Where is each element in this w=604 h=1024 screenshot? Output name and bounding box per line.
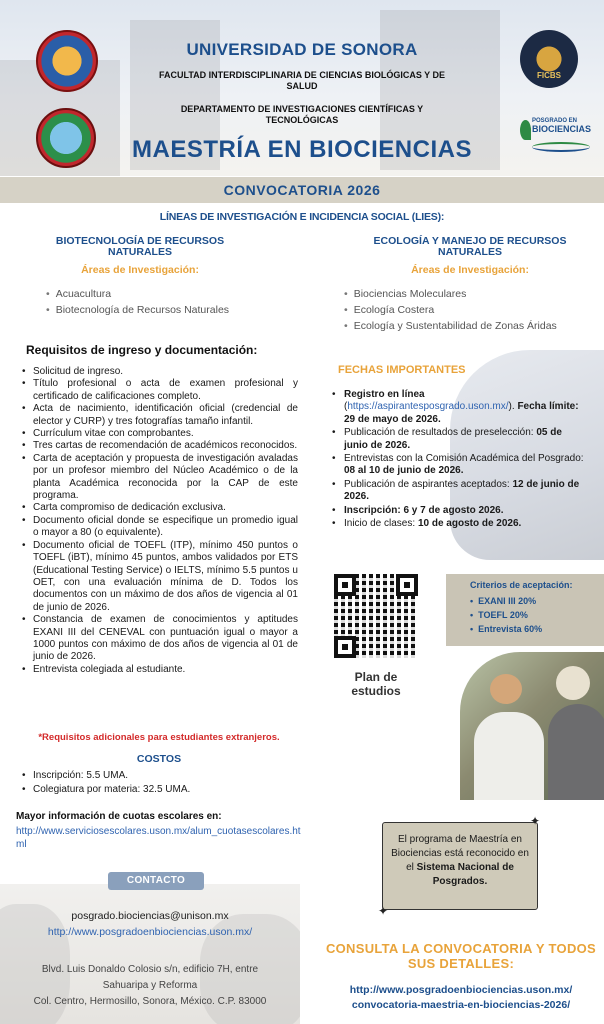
list-item: • Documento oficial de TOEFL (ITP), mínimo 450 puntos o TOEFL (iBT), mínimo 45 puntos, ambos validados por ETS (Educational Testing Service) o IELTS, mínimo 5.5 puntos u OET, con una evaluación mínima de D. Todos los documentos con un máximo de dos años de vigencia al 01 de junio de 2026. (20, 540, 298, 614)
list-item: • Ecología Costera (344, 302, 557, 318)
program-title: MAESTRÍA EN BIOCIENCIAS (132, 136, 472, 163)
qr-finder-top-left (334, 574, 356, 596)
convocatoria-link[interactable] (318, 983, 604, 1013)
sparkle-icon: ✦ (378, 904, 389, 918)
convocatoria-link-line-1[interactable]: http://www.posgradoenbiociencias.uson.mx/ (349, 984, 573, 996)
department-name: DEPARTAMENTO DE INVESTIGACIONES CIENTÍFICAS Y TECNOLÓGICAS (180, 104, 424, 125)
right-areas-list (344, 286, 557, 334)
left-areas-subtitle: Áreas de Investigación: (81, 264, 199, 276)
list-item: • Currículum vitae con comprobantes. (20, 428, 298, 440)
fees-info-link[interactable]: http://www.serviciosescolares.uson.mx/alum_cuotasescolares.html (16, 826, 301, 850)
entrevistas-text: Entrevistas con la Comisión Académica del Posgrado: (344, 453, 584, 465)
inicio-date: 10 de agosto de 2026. (417, 518, 522, 530)
registro-date: Fecha límite: 29 de mayo de 2026. (344, 401, 579, 425)
list-item: • Documento oficial donde se especifique un promedio igual o mayor a 80 (o equivalente). (20, 515, 298, 540)
qr-finder-top-right (396, 574, 418, 596)
address-line-3: Col. Centro, Hermosillo, Sonora, México. C.P. 83000 (33, 996, 267, 1007)
entrevistas-date: 08 al 10 de junio de 2026. (344, 465, 464, 477)
left-areas-list (46, 286, 229, 318)
snp-bold: Sistema Nacional de Posgrados. (416, 862, 514, 887)
list-item: • Carta compromiso de dedicación exclusiva. (20, 502, 298, 514)
snp-recognition-box (382, 822, 538, 910)
prelim-date: 05 de junio de 2026. (344, 427, 562, 451)
field-researchers-photo (460, 652, 604, 800)
important-dates-title: FECHAS IMPORTANTES (338, 364, 466, 376)
convocatoria-link-line-2[interactable]: convocatoria-maestria-en-biociencias-2026/ (351, 999, 571, 1011)
aceptados-date: 12 de junio de 2026. (344, 478, 580, 503)
convocatoria-band (0, 177, 604, 203)
requirements-list (20, 366, 298, 676)
list-item (330, 453, 586, 478)
fees-info-title: Mayor información de cuotas escolares en: (16, 811, 222, 822)
aceptados-text: Publicación de aspirantes aceptados: (344, 478, 513, 490)
criterios-title: Criterios de aceptación: (470, 580, 573, 590)
inicio-text: Inicio de clases: (344, 518, 418, 530)
list-item: • Acta de nacimiento, identificación oficial (credencial de elector y CURP) y tres fotografías tamaño infantil. (20, 403, 298, 428)
list-item (330, 505, 586, 517)
requirements-title: Requisitos de ingreso y documentación: (26, 343, 258, 357)
prelim-text: Publicación de resultados de preselección: (344, 427, 537, 439)
list-item: • Biotecnología de Recursos Naturales (46, 302, 229, 318)
contact-email[interactable]: posgrado.biociencias@unison.mx (71, 910, 229, 922)
list-item: • EXANI III 20% (470, 594, 542, 608)
consulta-title: CONSULTA LA CONVOCATORIA Y TODOS SUS DETALLES: (325, 941, 597, 971)
right-areas-subtitle: Áreas de Investigación: (411, 264, 529, 276)
important-dates-list (330, 389, 586, 531)
left-line-title: BIOTECNOLOGÍA DE RECURSOS NATURALES (55, 235, 225, 258)
qr-finder-bottom-left (334, 636, 356, 658)
costos-title: COSTOS (136, 753, 182, 765)
list-item: • Entrevista colegiada al estudiante. (20, 664, 298, 676)
list-item: • Biociencias Moleculares (344, 286, 557, 302)
faculty-name: FACULTAD INTERDISCIPLINARIA DE CIENCIAS BIOLÓGICAS Y DE SALUD (158, 70, 446, 91)
contact-badge: CONTACTO (108, 872, 204, 890)
inscripcion-date: Inscripción: 6 y 7 de agosto 2026. (344, 504, 504, 516)
list-item (330, 427, 586, 452)
contact-website-link[interactable]: http://www.posgradoenbiociencias.uson.mx/ (47, 926, 253, 938)
plan-de-estudios-label: Plan de estudios (351, 670, 401, 698)
list-item: • Carta de aceptación y propuesta de investigación avaladas por un profesor miembro del Núcleo Académico o de la planta Académica reconocida por la CAP de este programa. (20, 453, 298, 503)
list-item: • Registro en línea (https://aspirantesposgrado.uson.mx/). Fecha límite: 29 de mayo de 2026. (330, 389, 586, 426)
list-item: • Título profesional o acta de examen profesional y certificado de calificaciones completo. (20, 378, 298, 403)
list-item: • Tres cartas de recomendación de académicos reconocidos. (20, 440, 298, 452)
posgrado-logo-small: POSGRADO EN (532, 118, 578, 124)
criterios-list (470, 594, 542, 636)
ficbs-logo-text: FICBS (537, 71, 561, 80)
list-item: • Acuacultura (46, 286, 229, 302)
list-item: • Inscripción: 5.5 UMA. (20, 769, 190, 783)
list-item: • Solicitud de ingreso. (20, 366, 298, 378)
foreign-students-note: *Requisitos adicionales para estudiantes extranjeros. (38, 732, 280, 743)
address-line-2: Sahuaripa y Reforma (102, 980, 198, 991)
posgrado-logo-big: BIOCIENCIAS (532, 124, 592, 134)
right-line-title: ECOLOGÍA Y MANEJO DE RECURSOS NATURALES (373, 235, 567, 258)
costos-list (20, 769, 190, 797)
list-item (330, 479, 586, 504)
registro-link[interactable]: https://aspirantesposgrado.uson.mx/ (347, 401, 509, 413)
registro-label: Registro en línea (344, 389, 425, 400)
snp-text: El programa de Maestría en Biociencias está reconocido en el (391, 834, 529, 873)
lines-title: LÍNEAS DE INVESTIGACIÓN E INCIDENCIA SOCIAL (LIES): (159, 211, 445, 223)
list-item: • TOEFL 20% (470, 608, 542, 622)
contact-address (0, 962, 300, 1010)
university-title: UNIVERSIDAD DE SONORA (186, 40, 418, 59)
list-item: • Constancia de examen de conocimientos y aptitudes EXANI III del CENEVAL con puntuación igual o mayor a 1000 puntos con máximo de dos años de vigencia al 01 de junio de 2026. (20, 614, 298, 664)
sparkle-icon: ✦ (530, 814, 541, 828)
address-line-1: Blvd. Luis Donaldo Colosio s/n, edificio 7H, entre (41, 964, 259, 975)
list-item: • Ecología y Sustentabilidad de Zonas Áridas (344, 318, 557, 334)
convocatoria-title: CONVOCATORIA 2026 (223, 182, 381, 198)
list-item (330, 518, 586, 530)
list-item: • Entrevista 60% (470, 622, 542, 636)
list-item: • Colegiatura por materia: 32.5 UMA. (20, 783, 190, 797)
